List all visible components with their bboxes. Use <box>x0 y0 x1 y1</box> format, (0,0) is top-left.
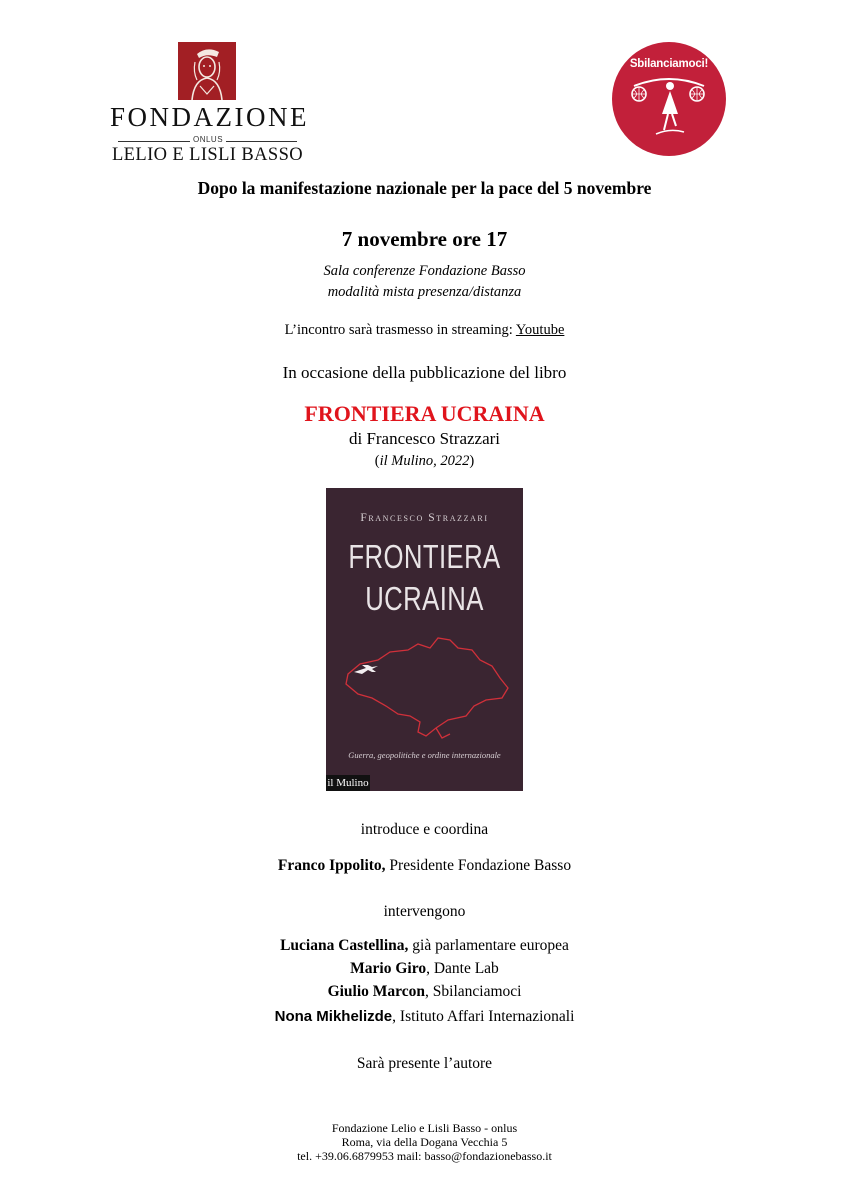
event-datetime: 7 novembre ore 17 <box>341 227 508 251</box>
book-publication <box>0 453 849 470</box>
event-mode: modalità mista presenza/distanza <box>327 284 522 300</box>
cover-subtitle: Guerra, geopolitiche e ordine internazionale <box>348 750 501 760</box>
speaker-role: , Sbilanciamoci <box>425 983 522 1000</box>
event-venue: Sala conferenze Fondazione Basso <box>323 263 526 279</box>
book-cover-image <box>326 488 523 791</box>
speaker-role: , Istituto Affari Internazionali <box>392 1008 575 1025</box>
streaming-line <box>0 322 849 339</box>
speaker-name: Mario Giro <box>350 960 427 977</box>
speaker-role: , Dante Lab <box>426 960 499 977</box>
cover-publisher: il Mulino <box>327 777 369 789</box>
cover-title-line2: UCRAINA <box>365 580 484 617</box>
headline: Dopo la manifestazione nazionale per la pace del 5 novembre <box>197 178 652 198</box>
speaker-name: Luciana Castellina, <box>280 937 409 954</box>
speaker-line <box>0 1008 849 1026</box>
logo-onlus-label: ONLUS <box>190 135 226 144</box>
speakers-label: intervengono <box>383 903 466 920</box>
cover-title-line1: FRONTIERA <box>348 538 501 575</box>
pub-close-paren: ) <box>469 453 475 469</box>
moderator-name: Franco Ippolito, <box>277 857 386 874</box>
footer-address: Roma, via della Dogana Vecchia 5 <box>341 1135 508 1149</box>
book-intro: In occasione della pubblicazione del libro <box>282 363 567 382</box>
sbilanciamoci-logo <box>612 42 726 156</box>
logo-name-line2: LELIO E LISLI BASSO <box>111 145 304 165</box>
moderator-role: Presidente Fondazione Basso <box>385 857 572 874</box>
speaker-line <box>0 960 849 978</box>
speaker-role: già parlamentare europea <box>408 937 569 954</box>
speaker-line <box>0 937 849 955</box>
cover-author: Francesco Strazzari <box>360 512 489 524</box>
fondazione-emblem-icon <box>178 42 236 100</box>
speaker-line <box>0 983 849 1001</box>
book-title: FRONTIERA UCRAINA <box>304 401 545 426</box>
ukraine-map-outline-icon <box>326 488 523 791</box>
footer-org: Fondazione Lelio e Lisli Basso - onlus <box>331 1121 518 1135</box>
youtube-link[interactable]: Youtube <box>515 322 565 338</box>
footer-contact: tel. +39.06.6879953 mail: basso@fondazionebasso.it <box>297 1149 552 1163</box>
speaker-name: Nona Mikhelizde <box>274 1008 393 1025</box>
book-author-line: di Francesco Strazzari <box>348 429 501 448</box>
pub-open-paren: ( <box>374 453 380 469</box>
intro-label: introduce e coordina <box>360 821 489 838</box>
pub-italic: il Mulino, 2022 <box>379 453 470 469</box>
closing-note: Sarà presente l’autore <box>356 1055 493 1072</box>
speaker-name: Giulio Marcon <box>327 983 426 1000</box>
logo-name-line1: FONDAZIONE <box>110 102 309 132</box>
balancing-figure-icon <box>612 42 726 156</box>
fondazione-basso-logo <box>110 42 309 165</box>
streaming-prefix: L’incontro sarà trasmesso in streaming: <box>284 322 516 338</box>
moderator-line <box>0 857 849 875</box>
sbilanciamoci-logo-text: Sbilanciamoci! <box>629 58 709 70</box>
